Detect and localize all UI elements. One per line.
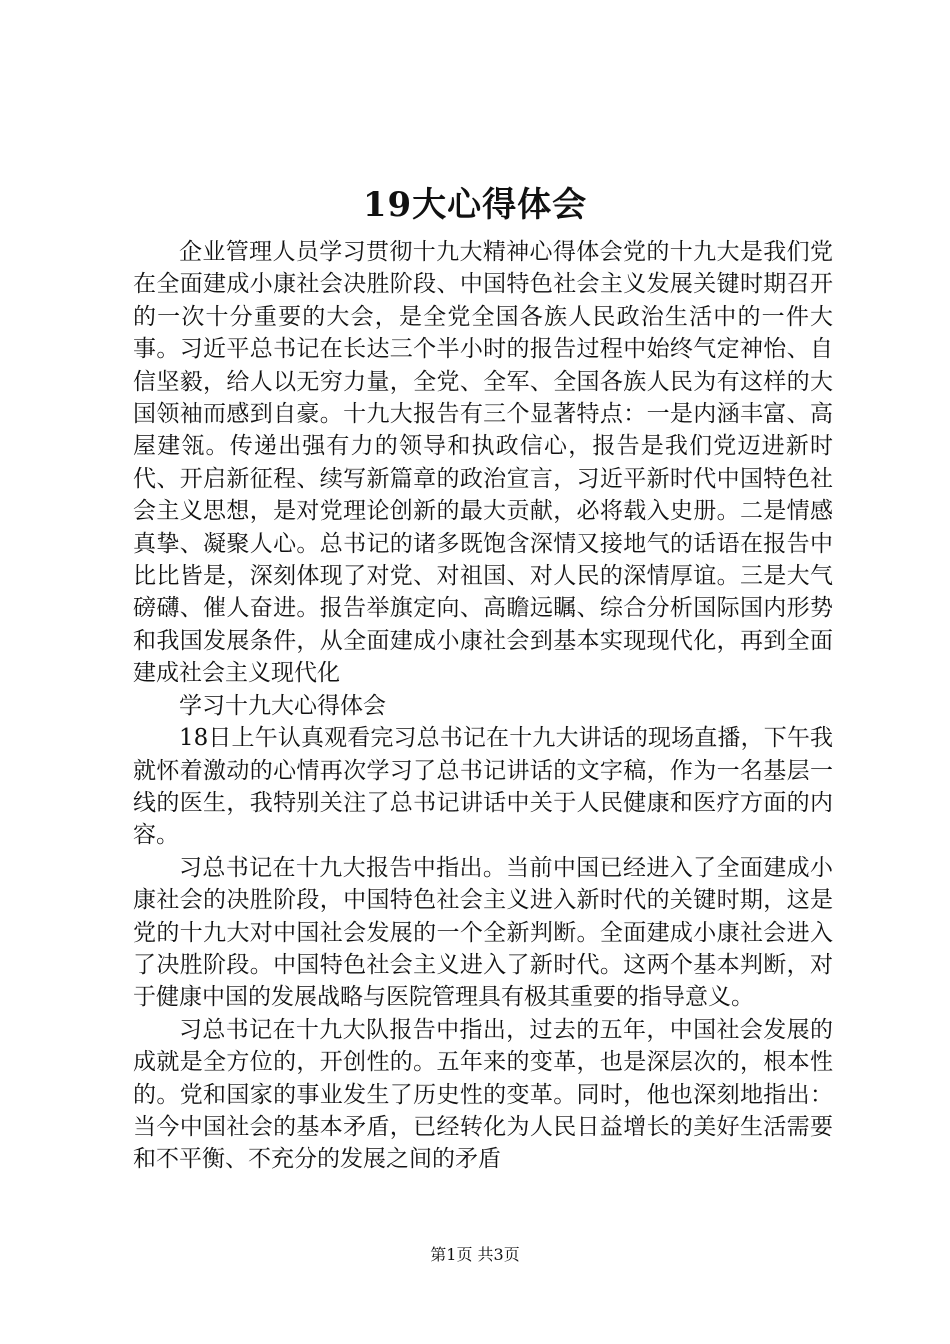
document-title: 19大心得体会 <box>362 185 588 225</box>
paragraph-broadcast: 18日上午认真观看完习总书记在十九大讲话的现场直播，下午我就怀着激动的心情再次学习了总书记讲话的文字稿，作为一名基层一线的医生，我特别关注了总书记讲话中关于人民健康和医疗方面的内容。 <box>133 725 833 849</box>
document-body <box>133 236 833 1176</box>
page-footer: 第1页 共3页 <box>430 1245 520 1264</box>
paragraph-intro: 企业管理人员学习贯彻十九大精神心得体会党的十九大是我们党在全面建成小康社会决胜阶段、中国特色社会主义发展关键时期召开的一次十分重要的大会，是全党全国各族人民政治生活中的一件大事。习近平总书记在长达三个半小时的报告过程中始终气定神怡、自信坚毅，给人以无穷力量，全党、全军、全国各族人民为有这样的大国领袖而感到自豪。十九大报告有三个显著特点：一是内涵丰富、高屋建瓴。传递出强有力的领导和执政信心，报告是我们党迈进新时代、开启新征程、续写新篇章的政治宣言，习近平新时代中国特色社会主义思想，是对党理论创新的最大贡献，必将载入史册。二是情感真挚、凝聚人心。总书记的诸多既饱含深情又接地气的话语在报告中比比皆是，深刻体现了对党、对祖国、对人民的深情厚谊。三是大气磅礴、催人奋进。报告举旗定向、高瞻远瞩、综合分析国际国内形势和我国发展条件，从全面建成小康社会到基本实现现代化，再到全面建成社会主义现代化 <box>133 239 833 687</box>
paragraph-stage: 习总书记在十九大报告中指出。当前中国已经进入了全面建成小康社会的决胜阶段，中国特色社会主义进入新时代的关键时期，这是党的十九大对中国社会发展的一个全新判断。全面建成小康社会进入了决胜阶段。中国特色社会主义进入了新时代。这两个基本判断，对于健康中国的发展战略与医院管理具有极其重要的指导意义。 <box>133 854 833 1011</box>
paragraph-achievements: 习总书记在十九大队报告中指出，过去的五年，中国社会发展的成就是全方位的，开创性的。五年来的变革，也是深层次的，根本性的。党和国家的事业发生了历史性的变革。同时，他也深刻地指出：当今中国社会的基本矛盾，已经转化为人民日益增长的美好生活需要和不平衡、不充分的发展之间的矛盾 <box>133 1016 833 1173</box>
section-heading: 学习十九大心得体会 <box>179 692 386 719</box>
